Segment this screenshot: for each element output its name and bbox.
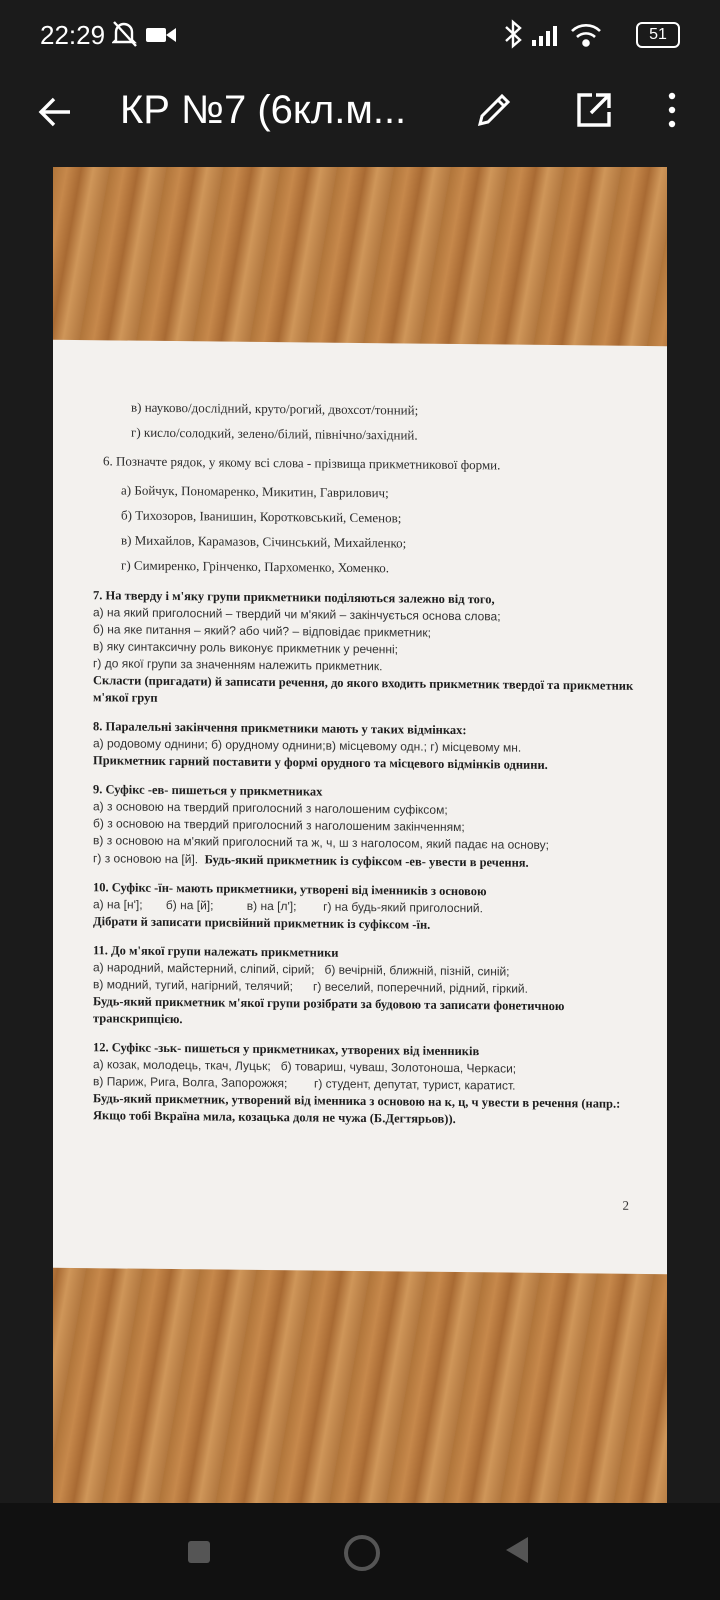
q9-task: Будь-який прикметник із суфіксом -ев- увести в речення. [204, 852, 529, 870]
q9-option-c: в) з основою на м'який приголосний та ж, ч, ш з наголосом, який падає на основу; [93, 833, 549, 852]
q11-options-ab: а) народний, майстерний, сліпий, сірий; б) вечірній, ближній, пізній, синій; [93, 960, 510, 979]
q6-option-b: б) Тихозоров, Іванишин, Коротковський, Семенов; [121, 507, 402, 526]
more-vert-icon[interactable] [664, 90, 680, 130]
document-viewer[interactable] [53, 167, 667, 1503]
q9-option-b: б) з основою на твердий приголосний з наголошеним закінченням; [93, 816, 465, 835]
bell-off-icon [114, 22, 136, 46]
q7-task: Скласти (пригадати) й записати речення, до якого входить прикметник твердої та прикметник м'якої груп [93, 673, 634, 705]
nav-home-icon[interactable] [344, 1535, 380, 1571]
q12-options-ab: а) козак, молодець, ткач, Луцьк; б) товариш, чуваш, Золотоноша, Черкаси; [93, 1057, 517, 1076]
document-page [53, 340, 667, 1274]
video-icon [146, 28, 176, 42]
q6-option-d: г) Симиренко, Грінченко, Пархоменко, Хоменко. [121, 557, 389, 576]
answer-line-g: г) кисло/солодкий, зелено/білий, північно/західний. [131, 424, 418, 443]
app-bar [0, 66, 720, 166]
q12-task: Будь-який прикметник, утворений від іменника з основою на к, ц, ч увести в речення (напр.: Якщо тобі Вкраїна мила, козацька доля не чужа (Б.Дегтярьов)). [93, 1091, 621, 1127]
question-7 [93, 587, 653, 712]
question-12 [93, 1039, 653, 1130]
q7-option-b: б) на яке питання – який? або чий? – відповідає прикметник; [93, 622, 431, 640]
answer-line-v: в) науково/дослідний, круто/рогий, двохсот/тонний; [131, 399, 419, 418]
q9-option-a: а) з основою на твердий приголосний з наголошеним суфіксом; [93, 799, 448, 817]
q10-task: Дібрати й записати присвійний прикметник із суфіксом -їн. [93, 914, 431, 932]
document-title: КР №7 (6кл.м... [120, 88, 407, 132]
q7-option-d: г) до якої групи за значенням належить прикметник. [93, 656, 383, 674]
question-6: 6. Позначте рядок, у якому всі слова - прізвища прикметникової форми. [103, 453, 501, 473]
status-left-icons [112, 20, 182, 50]
nav-recents-icon[interactable] [188, 1541, 210, 1563]
page-content [93, 398, 653, 1142]
wifi-icon [572, 25, 600, 45]
q12-title: 12. Суфікс -зьк- пишеться у прикметниках, утворених від іменників [93, 1040, 480, 1059]
back-arrow-icon[interactable] [36, 92, 76, 132]
question-6-options [121, 477, 653, 583]
q12-options-cd: в) Париж, Рига, Волга, Запорожжя; г) студент, депутат, турист, каратист. [93, 1074, 516, 1093]
q6-option-c: в) Михайлов, Карамазов, Січинський, Михайленко; [121, 532, 407, 551]
nav-back-icon[interactable] [506, 1537, 528, 1563]
q10-title: 10. Суфікс -їн- мають прикметники, утворені від іменників з основою [93, 880, 487, 899]
q9-title: 9. Суфікс -ев- пишеться у прикметниках [93, 782, 323, 799]
bluetooth-icon [506, 22, 520, 46]
status-time: 22:29 [40, 20, 106, 50]
status-bar [0, 0, 720, 66]
open-external-icon[interactable] [574, 90, 614, 130]
system-nav-bar [0, 1503, 720, 1600]
q6-option-a: а) Бойчук, Пономаренко, Микитин, Гаврилович; [121, 482, 389, 501]
q8-task: Прикметник гарний поставити у формі орудного та місцевого відмінків однини. [93, 753, 548, 772]
signal-icon [532, 26, 557, 46]
q7-title: 7. На тверду і м'яку групи прикметники поділяються залежно від того, [93, 588, 495, 607]
q11-options-cd: в) модний, тугий, нагірний, телячий; г) веселий, поперечний, рідний, гіркий. [93, 977, 528, 996]
edit-pencil-icon[interactable] [474, 90, 514, 130]
page-number: 2 [622, 1197, 629, 1213]
question-11 [93, 942, 653, 1033]
q9-option-d: г) з основою на [й]. [93, 851, 199, 867]
question-8 [93, 718, 653, 775]
battery-indicator: 51 [636, 22, 680, 48]
question-10 [93, 879, 653, 936]
q8-options: а) родовому однини; б) орудному однини;в) місцевому одн.; г) місцевому мн. [93, 736, 522, 755]
q11-title: 11. До м'якої групи належать прикметники [93, 943, 339, 960]
q8-title: 8. Паралельні закінчення прикметники мають у таких відмінках: [93, 719, 467, 738]
q7-option-a: а) на який приголосний – твердий чи м'який – закінчується основа слова; [93, 605, 501, 624]
q11-task: Будь-який прикметник м'якої групи розібрати за будовою та записати фонетичною транскрипцією. [93, 994, 565, 1027]
q10-options: а) на [н']; б) на [й]; в) на [л']; г) на будь-який приголосний. [93, 897, 483, 916]
q7-option-c: в) яку синтаксичну роль виконує прикметник у реченні; [93, 639, 399, 657]
question-9 [93, 781, 653, 873]
